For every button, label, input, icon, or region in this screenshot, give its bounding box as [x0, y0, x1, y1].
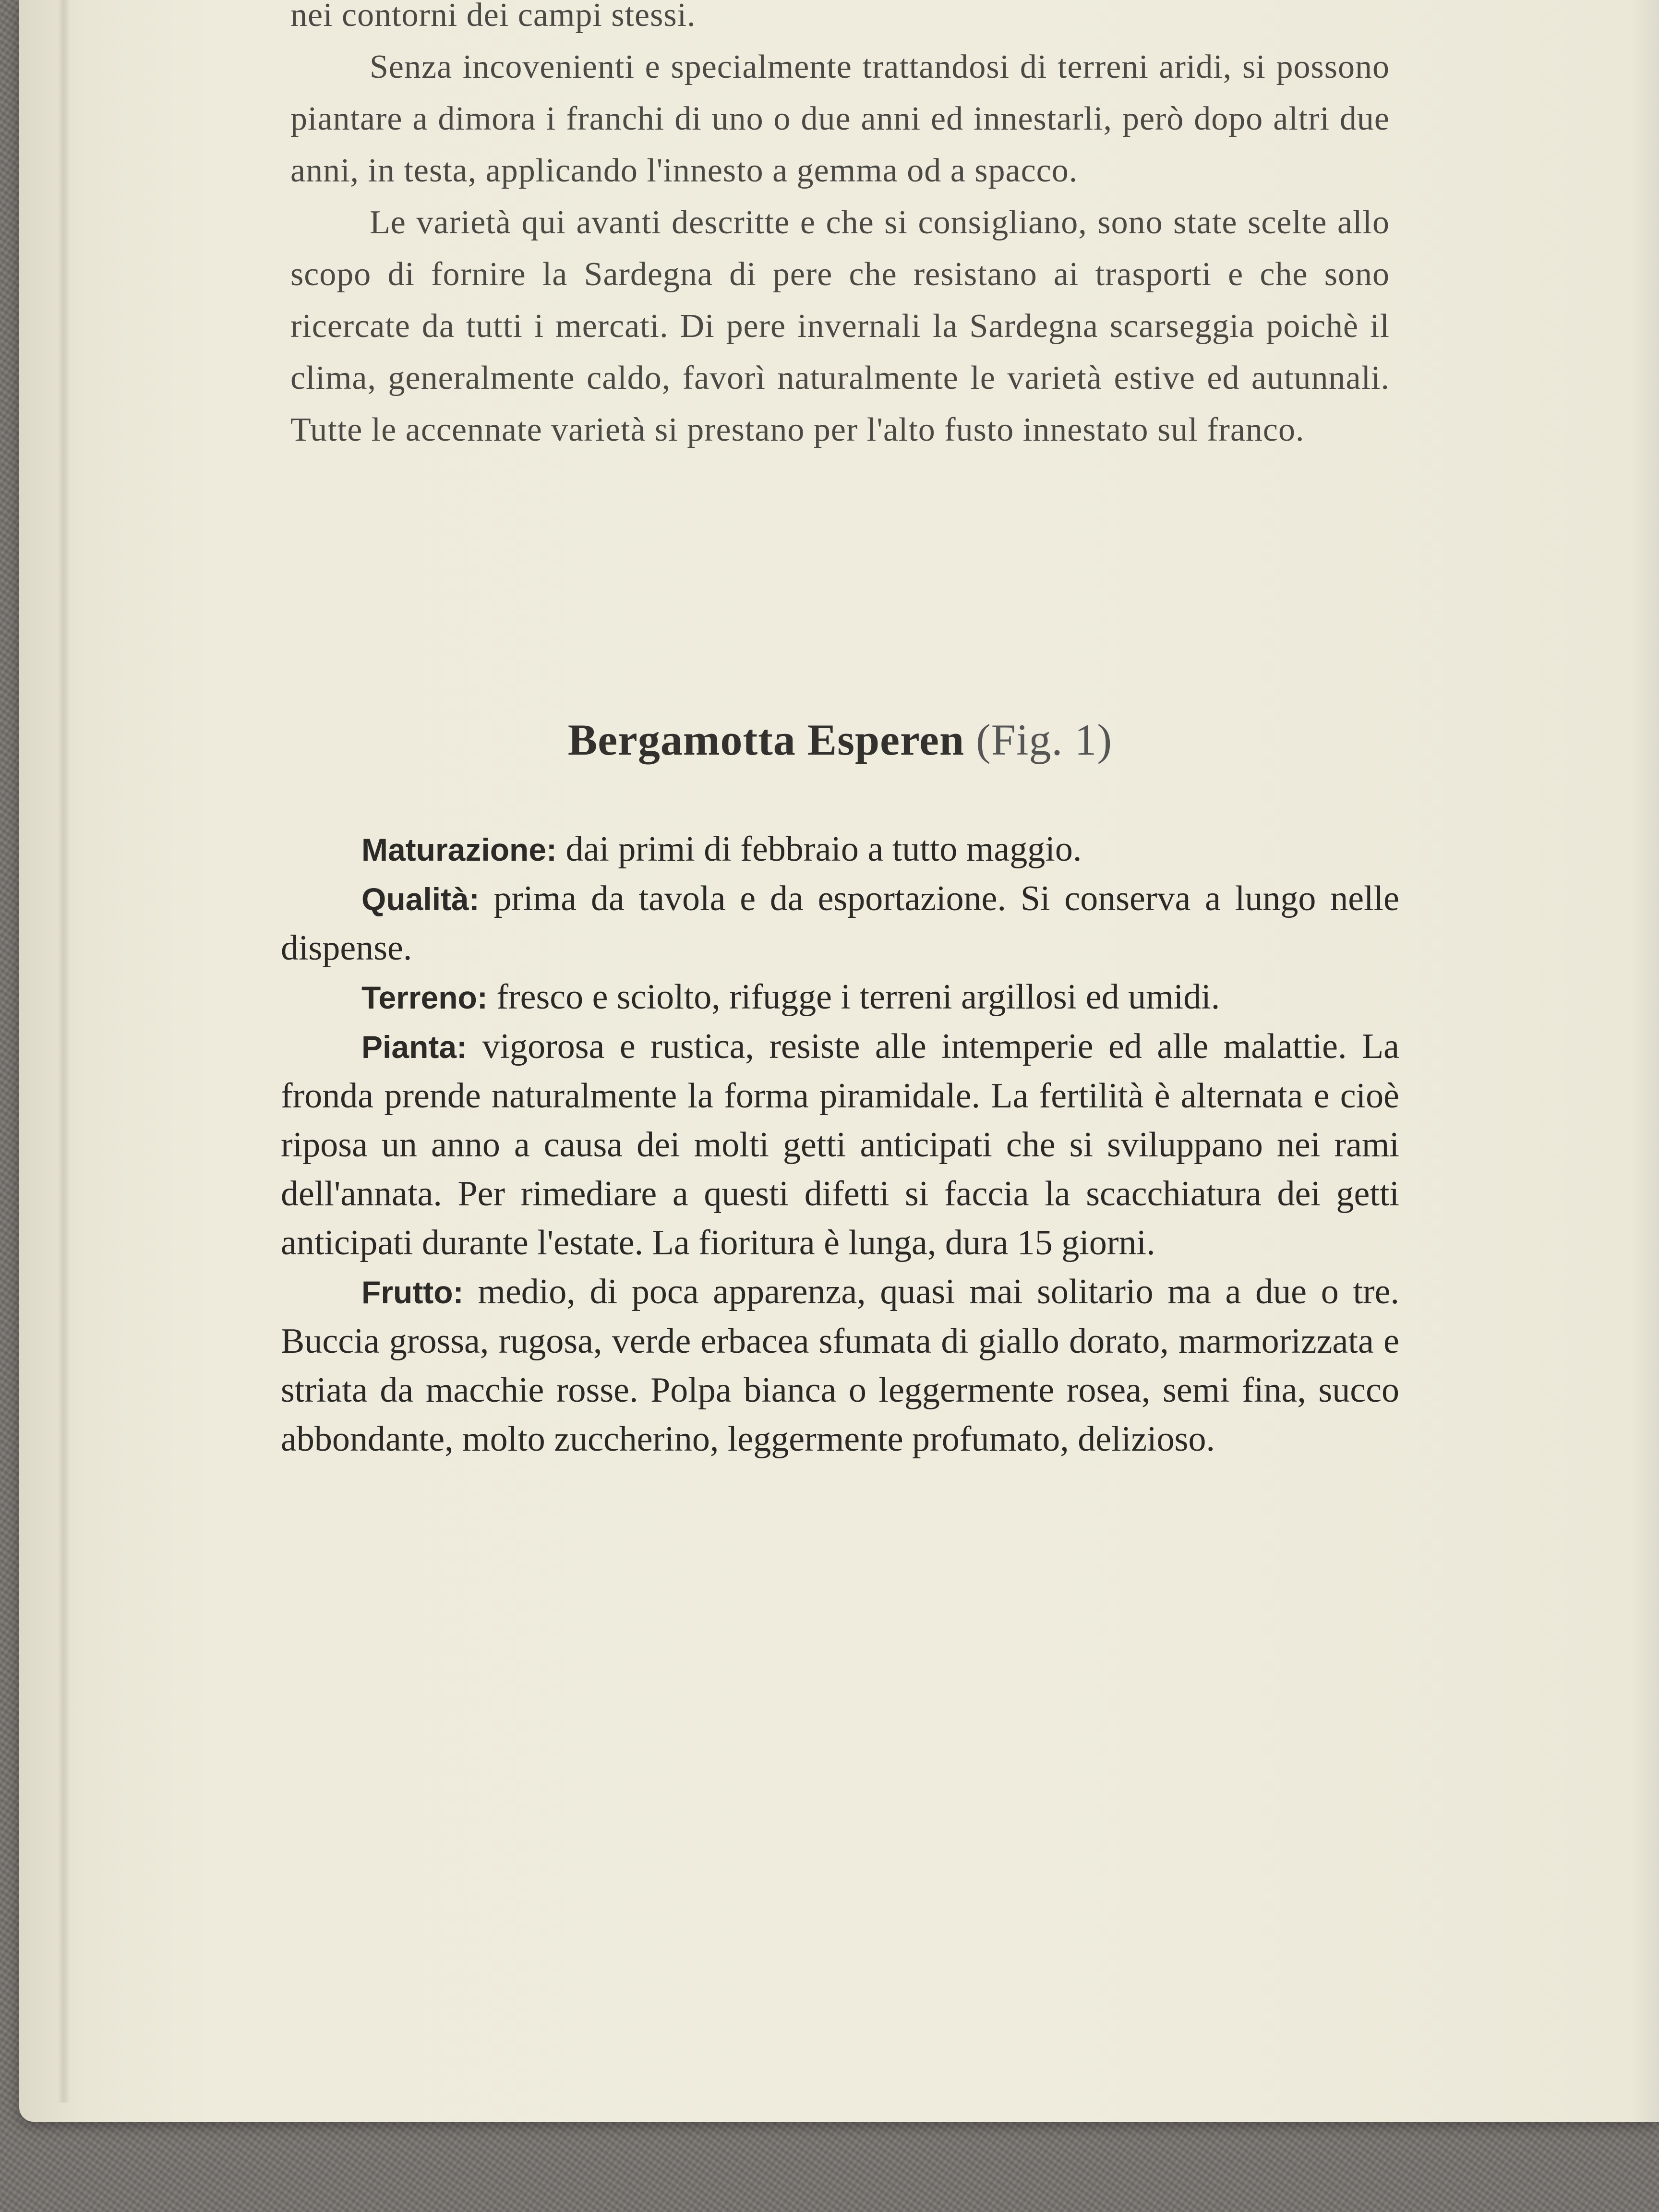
entry-label: Frutto:: [361, 1274, 464, 1310]
entry-qualita: [281, 874, 1399, 973]
section-heading: [281, 714, 1399, 765]
entry-terreno: [281, 973, 1399, 1022]
entry-text: vigorosa e rustica, resiste alle intemperie ed alle malattie. La fronda prende naturalmente la forma piramidale. La fertilità è alternata e cioè riposa un anno a causa dei molti getti anticipati che si sviluppano nei rami dell'annata. Per rimediare a questi difetti si faccia la scacchiatura dei getti anticipati durante l'estate. La fioritura è lunga, dura 15 giorni.: [281, 1027, 1400, 1262]
entry-text: medio, di poca apparenza, quasi mai solitario ma a due o tre. Buccia grossa, rugosa, verde erbacea sfumata di giallo dorato, marmorizzata e striata da macchie rosse. Polpa bianca o leggermente rosea, semi fina, succo abbondante, molto zuccherino, leggermente profumato, delizioso.: [281, 1272, 1399, 1459]
entry-text: prima da tavola e da esportazione. Si conserva a lungo nelle dispense.: [281, 879, 1400, 968]
book-page: [19, 0, 1659, 2122]
paragraph-grafting: Senza incovenienti e specialmente trattandosi di terreni aridi, si possono piantare a dimora i franchi di uno o due anni ed innestarli, però dopo altri due anni, in testa, applicando l'innesto a gemma od a spacco.: [290, 48, 1390, 189]
entry-text: fresco e sciolto, rifugge i terreni argillosi ed umidi.: [496, 977, 1220, 1017]
entry-pianta: [281, 1022, 1399, 1267]
paragraph-continuation: nei contorni dei campi stessi.: [290, 0, 696, 34]
variety-description: [281, 825, 1399, 1464]
paragraph-varieties: Le varietà qui avanti descritte e che si consigliano, sono state scelte allo scopo di fornire la Sardegna di pere che resistano ai trasporti e che sono ricercate da tutti i mercati. Di pere invernali la Sardegna scarseggia poichè il clima, generalmente caldo, favorì naturalmente le varietà estive ed autunnali. Tutte le accennate varietà si prestano per l'alto fusto innestato sul franco.: [290, 204, 1390, 448]
entry-label: Terreno:: [361, 980, 488, 1015]
entry-maturazione: [281, 825, 1399, 874]
entry-label: Maturazione:: [361, 832, 557, 867]
entry-label: Pianta:: [361, 1029, 468, 1065]
entry-label: Qualità:: [361, 881, 480, 917]
figure-reference: (Fig. 1): [976, 715, 1113, 764]
upper-text: [290, 0, 1390, 456]
entry-text: dai primi di febbraio a tutto maggio.: [565, 830, 1082, 869]
variety-title: Bergamotta Esperen: [567, 715, 965, 764]
entry-frutto: [281, 1267, 1399, 1464]
